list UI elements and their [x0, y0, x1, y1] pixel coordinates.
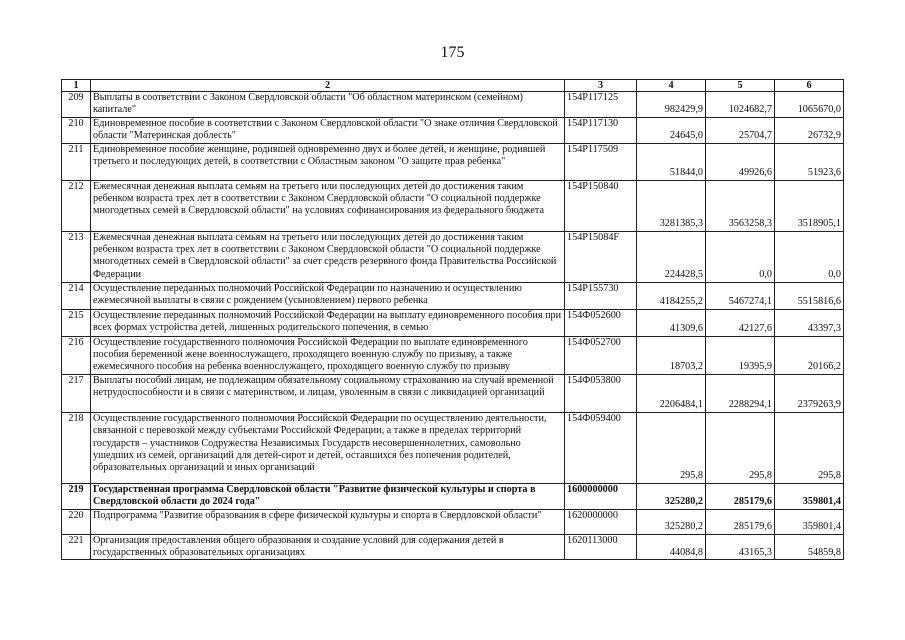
- row-code: 154Ф052600: [565, 309, 637, 336]
- row-number: 210: [62, 117, 91, 143]
- row-value-col-6: 359801,4: [775, 483, 844, 509]
- header-col-5: 5: [706, 80, 775, 92]
- row-code: 154Ф053800: [565, 374, 637, 412]
- row-value-col-6: 54859,8: [775, 534, 844, 560]
- row-number: 217: [62, 374, 91, 412]
- row-name: Выплаты пособий лицам, не подлежащим обязательному социальному страхованию на случай временной нетрудоспособности и в связи с материнством, и лицам, уволенным в связи с ликвидацией организаций: [91, 374, 565, 412]
- row-name: Осуществление государственного полномочия Российской Федерации по осуществлению деятельности, связанной с перевозкой между субъектами Российской Федерации, а также в пределах территорий государств – участников Содружества Независимых Государств несовершеннолетних, самовольно ушедших из семей, организаций для детей-сирот и детей, оставшихся без попечения родителей, образовательных организаций и иных организаций: [91, 412, 565, 483]
- row-number: 218: [62, 412, 91, 483]
- row-name: Организация предоставления общего образования и создание условий для содержания детей в государственных образовательных организациях: [91, 534, 565, 560]
- row-code: 1600000000: [565, 483, 637, 509]
- row-value-col-6: 26732,9: [775, 117, 844, 143]
- row-number: 216: [62, 336, 91, 374]
- row-number: 219: [62, 483, 91, 509]
- table-row: [62, 231, 844, 282]
- row-value-col-4: 295,8: [637, 412, 706, 483]
- table-row: [62, 143, 844, 180]
- row-code: 154P150840: [565, 180, 637, 231]
- row-value-col-5: 295,8: [706, 412, 775, 483]
- row-code: 154P117125: [565, 92, 637, 118]
- row-value-col-4: 2206484,1: [637, 374, 706, 412]
- table-body: [62, 92, 844, 560]
- row-value-col-5: 5467274,1: [706, 282, 775, 309]
- row-code: 154Ф052700: [565, 336, 637, 374]
- table-row: [62, 534, 844, 560]
- row-name: Ежемесячная денежная выплата семьям на третьего или последующих детей до достижения таким ребенком возраста трех лет в соответствии с Законом Свердловской области "О социальной поддержке многодетных семей в Свердловской области" на условиях софинансирования из федерального бюджета: [91, 180, 565, 231]
- row-value-col-4: 982429,9: [637, 92, 706, 118]
- row-value-col-5: 3563258,3: [706, 180, 775, 231]
- row-value-col-6: 3518905,1: [775, 180, 844, 231]
- row-name: Выплаты в соответствии с Законом Свердловской области "Об областном материнском (семейном) капитале": [91, 92, 565, 118]
- row-number: 220: [62, 509, 91, 534]
- row-value-col-6: 359801,4: [775, 509, 844, 534]
- row-value-col-6: 5515816,6: [775, 282, 844, 309]
- row-number: 215: [62, 309, 91, 336]
- row-value-col-5: 49926,6: [706, 143, 775, 180]
- row-code: 154Ф059400: [565, 412, 637, 483]
- table-row: [62, 117, 844, 143]
- row-value-col-4: 3281385,3: [637, 180, 706, 231]
- row-value-col-6: 43397,3: [775, 309, 844, 336]
- row-name: Осуществление переданных полномочий Российской Федерации на выплату единовременного пособия при всех формах устройства детей, лишенных родительского попечения, в семью: [91, 309, 565, 336]
- row-value-col-6: 1065670,0: [775, 92, 844, 118]
- row-value-col-6: 20166,2: [775, 336, 844, 374]
- row-value-col-5: 19395,9: [706, 336, 775, 374]
- table-row: [62, 509, 844, 534]
- row-value-col-6: 0,0: [775, 231, 844, 282]
- row-code: 1620113000: [565, 534, 637, 560]
- row-code: 154P15084F: [565, 231, 637, 282]
- row-code: 154P117130: [565, 117, 637, 143]
- table-header-row: [62, 80, 844, 92]
- row-value-col-5: 42127,6: [706, 309, 775, 336]
- table-row: [62, 282, 844, 309]
- table-row: [62, 374, 844, 412]
- budget-table: [61, 79, 844, 560]
- row-value-col-6: 2379263,9: [775, 374, 844, 412]
- row-number: 212: [62, 180, 91, 231]
- row-name: Осуществление переданных полномочий Российской Федерации по назначению и осуществлению ежемесячной выплаты в связи с рождением (усыновлением) первого ребенка: [91, 282, 565, 309]
- row-name: Подпрограмма "Развитие образования в сфере физической культуры и спорта в Свердловской области": [91, 509, 565, 534]
- row-value-col-5: 25704,7: [706, 117, 775, 143]
- row-number: 211: [62, 143, 91, 180]
- table-row: [62, 180, 844, 231]
- table-row: [62, 309, 844, 336]
- row-number: 214: [62, 282, 91, 309]
- table-row: [62, 336, 844, 374]
- header-col-3: 3: [565, 80, 637, 92]
- row-value-col-5: 285179,6: [706, 509, 775, 534]
- row-value-col-5: 0,0: [706, 231, 775, 282]
- header-col-1: 1: [62, 80, 91, 92]
- row-name: Единовременное пособие женщине, родившей одновременно двух и более детей, и женщине, родившей третьего и последующих детей, в соответствии с Областным законом "О защите прав ребенка": [91, 143, 565, 180]
- row-number: 221: [62, 534, 91, 560]
- table-row: [62, 483, 844, 509]
- header-col-2: 2: [91, 80, 565, 92]
- row-value-col-6: 295,8: [775, 412, 844, 483]
- row-value-col-4: 41309,6: [637, 309, 706, 336]
- row-value-col-4: 18703,2: [637, 336, 706, 374]
- row-value-col-4: 51844,0: [637, 143, 706, 180]
- row-value-col-5: 43165,3: [706, 534, 775, 560]
- row-code: 1620000000: [565, 509, 637, 534]
- row-value-col-4: 224428,5: [637, 231, 706, 282]
- row-value-col-5: 1024682,7: [706, 92, 775, 118]
- row-value-col-6: 51923,6: [775, 143, 844, 180]
- row-name: Ежемесячная денежная выплата семьям на третьего или последующих детей до достижения таким ребенком возраста трех лет в соответствии с Законом Свердловской области "О социальной поддержке многодетных семей в Свердловской области" за счет средств резервного фонда Правительства Российской Федерации: [91, 231, 565, 282]
- header-col-4: 4: [637, 80, 706, 92]
- row-value-col-4: 44084,8: [637, 534, 706, 560]
- row-value-col-4: 4184255,2: [637, 282, 706, 309]
- row-value-col-4: 24645,0: [637, 117, 706, 143]
- page-number: 175: [440, 44, 465, 61]
- header-col-6: 6: [775, 80, 844, 92]
- row-name: Единовременное пособие в соответствии с Законом Свердловской области "О знаке отличия Свердловской области "Материнская доблесть": [91, 117, 565, 143]
- row-code: 154P117509: [565, 143, 637, 180]
- row-value-col-4: 325280,2: [637, 483, 706, 509]
- row-value-col-5: 285179,6: [706, 483, 775, 509]
- row-number: 213: [62, 231, 91, 282]
- row-code: 154P155730: [565, 282, 637, 309]
- row-value-col-4: 325280,2: [637, 509, 706, 534]
- row-value-col-5: 2288294,1: [706, 374, 775, 412]
- row-number: 209: [62, 92, 91, 118]
- table-row: [62, 92, 844, 118]
- row-name: Государственная программа Свердловской области "Развитие физической культуры и спорта в Свердловской области до 2024 года": [91, 483, 565, 509]
- row-name: Осуществление государственного полномочия Российской Федерации по выплате единовременного пособия беременной жене военнослужащего, проходящего военную службу по призыву, а также ежемесячного пособия на ребенка военнослужащего, проходящего военную службу по призыву: [91, 336, 565, 374]
- table-row: [62, 412, 844, 483]
